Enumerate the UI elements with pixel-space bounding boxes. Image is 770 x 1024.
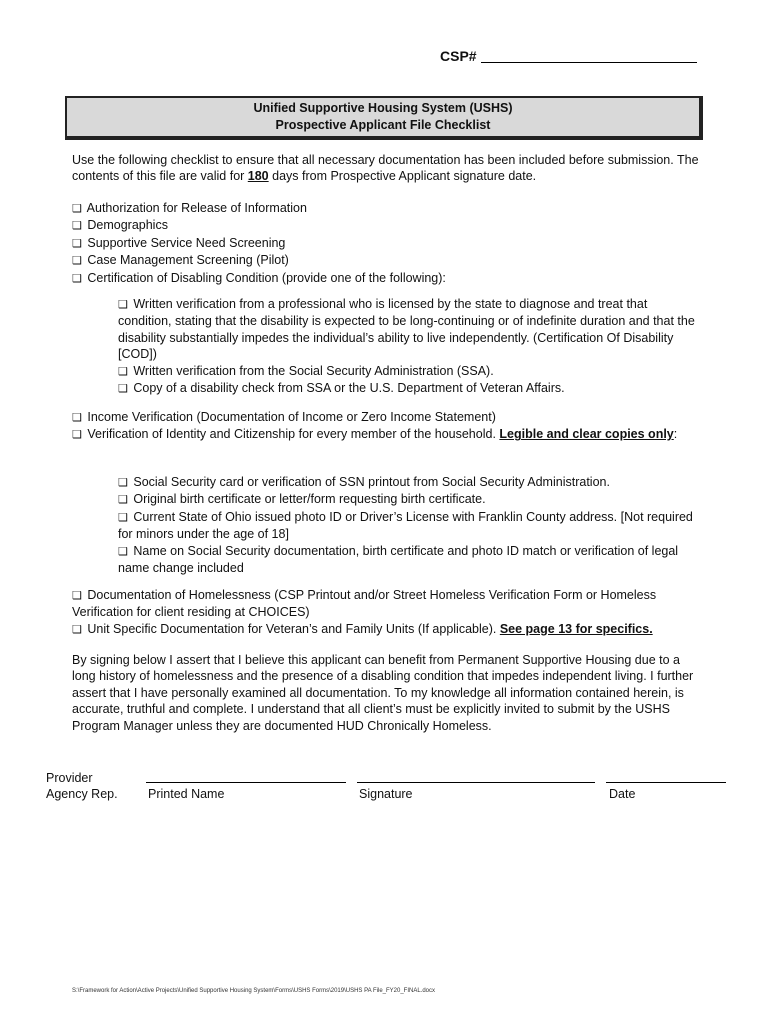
list-item[interactable]: ❑ Supportive Service Need Screening [72,235,286,250]
intro-text-b: days from Prospective Applicant signature date. [268,169,537,184]
checkbox-icon[interactable]: ❑ [118,365,128,378]
signature-field[interactable] [357,782,595,783]
checkbox-icon[interactable]: ❑ [72,237,82,250]
identity-emphasis: Legible and clear copies only [499,427,674,442]
list-item[interactable]: ❑ Original birth certificate or letter/form requesting birth certificate. [118,492,486,507]
checkbox-icon[interactable]: ❑ [72,220,82,233]
csp-label: CSP# [440,48,477,64]
list-item[interactable]: ❑ Documentation of Homelessness (CSP Printout and/or Street Homeless Verification Form or Homeless Verification for client residing at CHOICES) [72,588,657,620]
footer-file-path: S:\Framework for Action\Active Projects\Unified Supportive Housing System\Forms\USHS Forms\2019\USHS PA File_FY20_FINAL.docx [72,988,436,994]
list-item[interactable]: ❑ Name on Social Security documentation, birth certificate and photo ID match or verification of legal name change included [118,543,679,576]
checkbox-icon[interactable]: ❑ [118,383,128,396]
checklist-identity-docs [118,474,703,576]
intro-text-a: Use the following checklist to ensure that all necessary documentation has been included before submission. The contents of this file are valid for [72,153,699,184]
provider-label: Provider Agency Rep. [46,771,118,801]
csp-number-field[interactable] [481,62,697,63]
checklist-disability [118,296,703,397]
list-item[interactable]: ❑ Verification of Identity and Citizenship for every member of the household. Legible and clear copies only: [72,427,678,442]
checklist-main [72,200,702,287]
list-item[interactable]: ❑ Current State of Ohio issued photo ID or Driver’s License with Franklin County address. [Not required for minors under the age of 18] [118,509,693,542]
assertion-paragraph: By signing below I assert that I believe this applicant can benefit from Permanent Supportive Housing due to a long history of homelessness and the presence of a disabling condition that impedes independent living. I further assert that I have personally examined all documentation. To my knowledge all information contained herein, is accurate, truthful and complete. I understand that all client’s must be explicitly invited to submit by the USHS Program Manager unless they are documented HUD Chronically Homeless. [72,653,694,733]
checkbox-icon[interactable]: ❑ [72,590,82,602]
list-item[interactable]: ❑ Social Security card or verification of SSN printout from Social Security Administration. [118,475,610,489]
checkbox-icon[interactable]: ❑ [118,299,128,311]
list-item[interactable]: ❑ Authorization for Release of Information [72,201,307,215]
list-item[interactable]: ❑ Demographics [72,218,168,233]
form-title-line1: Unified Supportive Housing System (USHS) [253,101,513,115]
list-item[interactable]: ❑ Written verification from a professional who is licensed by the state to diagnose and treat that condition, stating that the disability is expected to be long-continuing or of indefinite duration and that the disability substantially impedes the individual’s ability to live independently. (Certification Of Disability [COD]) [118,297,695,362]
list-item[interactable]: ❑ Case Management Screening (Pilot) [72,253,289,268]
checkbox-icon[interactable]: ❑ [118,511,128,524]
list-item[interactable]: ❑ Copy of a disability check from SSA or the U.S. Department of Veteran Affairs. [118,381,565,396]
unit-emphasis: See page 13 for specifics. [499,621,653,636]
checkbox-icon[interactable]: ❑ [72,623,82,636]
checkbox-icon[interactable]: ❑ [72,272,82,285]
list-item[interactable]: ❑ Income Verification (Documentation of Income or Zero Income Statement) [72,410,496,424]
form-title-line2: Prospective Applicant File Checklist [275,118,491,132]
checklist-income-identity [72,409,702,444]
intro-days: 180 [247,169,269,184]
checkbox-icon[interactable]: ❑ [72,203,82,215]
printed-name-label: Printed Name [148,787,225,801]
checkbox-icon[interactable]: ❑ [118,494,128,507]
list-item[interactable]: ❑ Written verification from the Social Security Administration (SSA). [118,363,494,378]
checkbox-icon[interactable]: ❑ [72,412,82,424]
checkbox-icon[interactable]: ❑ [72,429,82,442]
form-title-box [65,96,703,140]
list-item[interactable]: ❑ Unit Specific Documentation for Veteran’s and Family Units (If applicable). See page 13 for specifics. [72,621,653,636]
checkbox-icon[interactable]: ❑ [118,477,128,489]
intro-paragraph [72,152,702,185]
printed-name-field[interactable] [146,782,346,783]
date-field[interactable] [606,782,726,783]
date-label: Date [609,787,636,801]
checklist-homeless-unit [72,587,702,638]
signature-label: Signature [359,787,413,801]
checkbox-icon[interactable]: ❑ [118,545,128,558]
list-item[interactable]: ❑ Certification of Disabling Condition (provide one of the following): [72,270,446,285]
checkbox-icon[interactable]: ❑ [72,255,82,268]
